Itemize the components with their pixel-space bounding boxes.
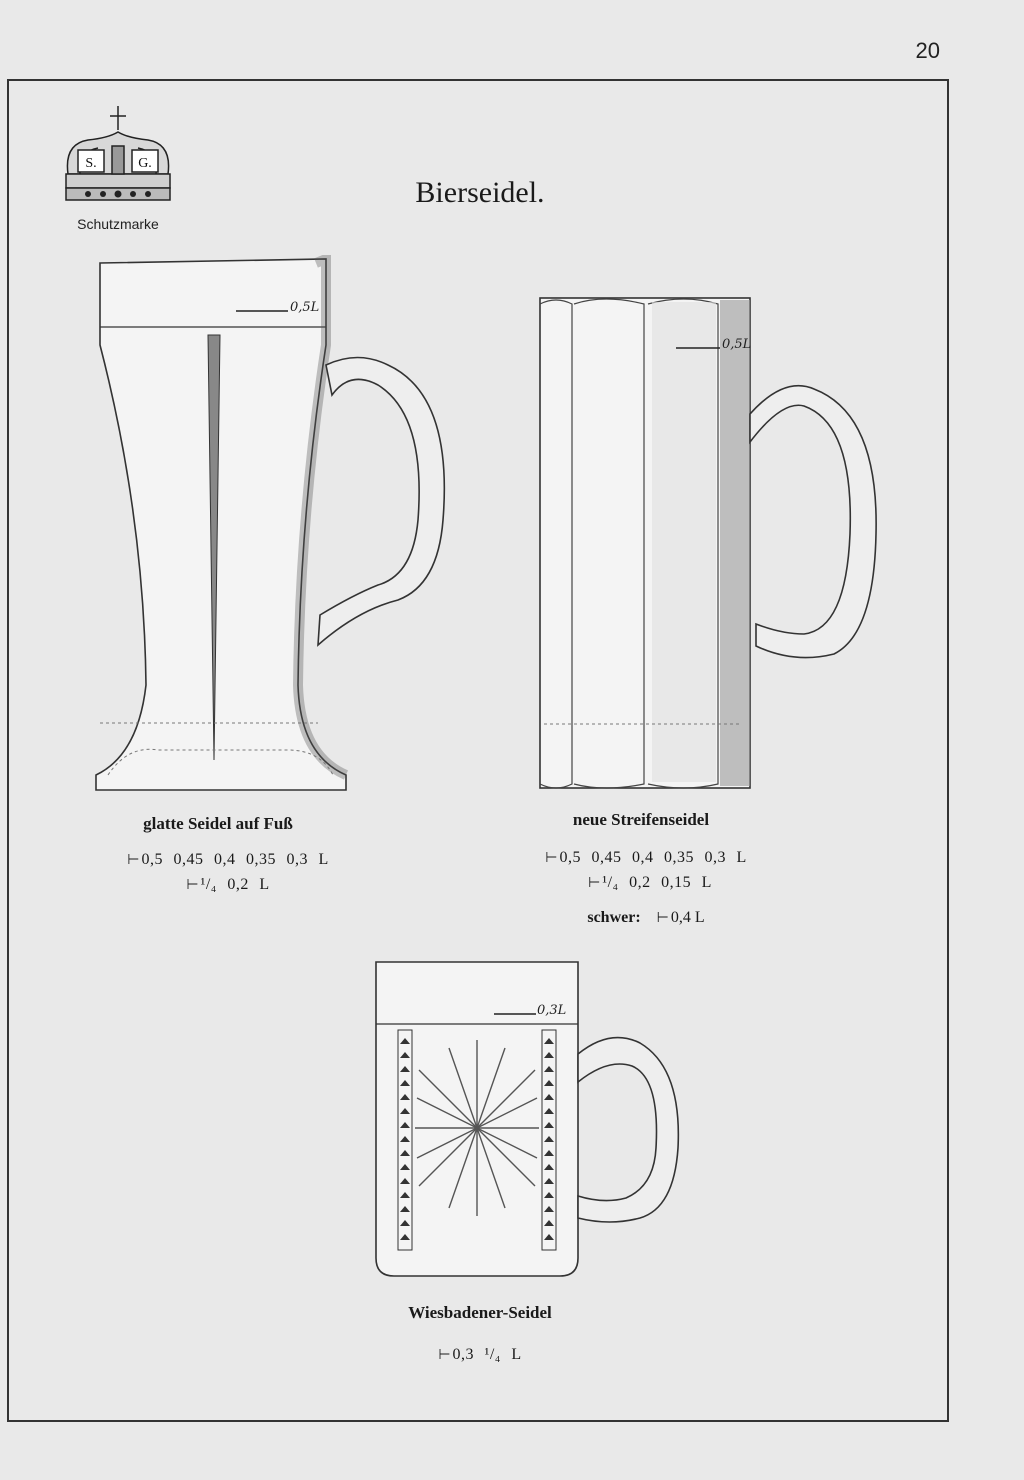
sizes-footed-values-1: 0,5 0,45 0,4 0,35 0,3 L — [141, 851, 329, 868]
sizes-striped-line-2 — [560, 874, 740, 892]
handle-mark-icon: ⊢ — [656, 911, 669, 926]
item-name-footed: glatte Seidel auf Fuß — [143, 814, 293, 833]
handle-mark-icon: ⊢ — [588, 876, 601, 891]
handle-mark-icon: ⊢ — [186, 878, 199, 893]
mug-illustration-wiesbaden — [370, 958, 690, 1283]
sizes-footed-line-2 — [158, 876, 298, 894]
sizes-striped-values-1: 0,5 0,45 0,4 0,35 0,3 L — [559, 849, 747, 866]
handle-mark-icon: ⊢ — [127, 853, 140, 868]
logo-letters-left: S. — [85, 156, 97, 171]
page-title: Bierseidel. — [415, 176, 545, 209]
heavy-value: 0,4 L — [670, 909, 705, 926]
capacity-mark-striped: 0,5L — [722, 337, 752, 352]
sizes-footed-line-1 — [88, 851, 368, 869]
logo-caption: Schutzmarke — [77, 216, 159, 232]
sizes-striped-values-2: ¹/₄ 0,2 0,15 L — [602, 874, 712, 891]
crown-trademark-logo — [58, 104, 178, 234]
page-number: 20 — [915, 38, 940, 63]
sizes-striped-heavy — [546, 909, 746, 927]
item-name-striped: neue Streifenseidel — [572, 810, 710, 829]
logo-letters-right: G. — [138, 156, 152, 171]
sizes-striped-line-1 — [506, 849, 786, 867]
heavy-label: schwer: — [587, 909, 641, 926]
mug-illustration-footed — [88, 255, 458, 795]
capacity-mark-wiesbaden: 0,3L — [537, 1003, 567, 1018]
handle-mark-icon: ⊢ — [545, 851, 558, 866]
sizes-wiesbaden-line-1 — [410, 1346, 550, 1364]
handle-mark-icon: ⊢ — [438, 1348, 451, 1363]
capacity-mark-footed: 0,5L — [290, 300, 320, 315]
sizes-wiesbaden-values-1: 0,3 ¹/₄ L — [452, 1346, 522, 1363]
item-name-wiesbaden: Wiesbadener-Seidel — [408, 1303, 552, 1322]
sizes-footed-values-2: ¹/₄ 0,2 L — [200, 876, 270, 893]
mug-illustration-striped — [534, 294, 884, 794]
